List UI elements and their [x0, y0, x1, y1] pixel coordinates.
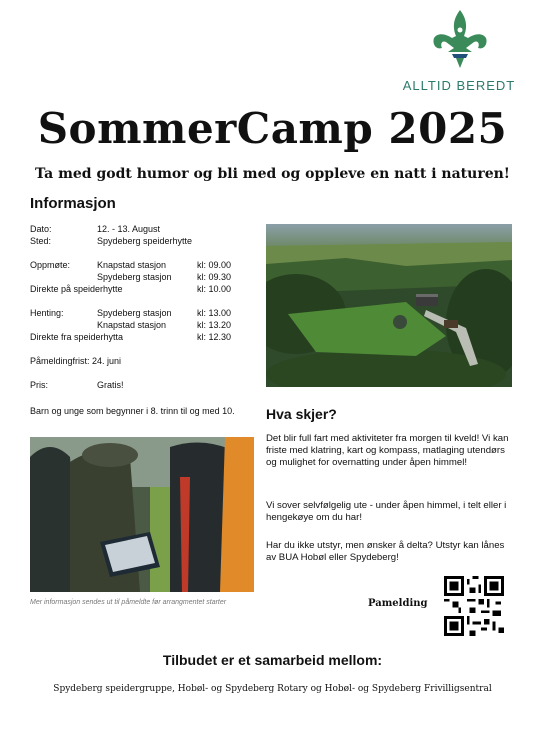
photo-caption: Mer informasjon sendes ut til påmeldte før arrangmentet starter [30, 599, 227, 606]
partners-text: Spydeberg speidergruppe, Hobøl- og Spydeberg Rotary og Hobøl- og Spydeberg Frivilligsentral [53, 684, 492, 694]
sted-label: Sted: [30, 236, 52, 246]
oppmote-time: kl: 09.00 [197, 260, 232, 270]
registration-deadline: Påmeldingfrist: 24. juni [30, 356, 122, 366]
pamelding-label: Pamelding [368, 598, 428, 609]
price-label: Pris: [30, 380, 48, 390]
scout-fleur-de-lis-logo [430, 8, 490, 70]
price-value: Gratis! [97, 380, 124, 390]
oppmote-label: Oppmøte: [30, 260, 71, 270]
scouts-photo [30, 437, 254, 592]
oppmote-place: Knapstad stasjon [97, 260, 167, 270]
oppmote-direct: Direkte på speiderhytte [30, 284, 123, 294]
qr-code-icon[interactable] [444, 576, 504, 636]
hva-paragraph-1: Det blir full fart med aktiviteter fra morgen til kveld! Vi kan friste med klatring, kart og kompass, matlaging utendørs og mulighet for overnatting under åpen himmel! [266, 433, 509, 469]
hva-skjer-heading: Hva skjer? [266, 406, 337, 422]
dato-label: Dato: [30, 224, 52, 234]
subtitle: Ta med godt humor og bli med og oppleve en natt i naturen! [35, 166, 510, 182]
henting-place: Spydeberg stasjon [97, 308, 172, 318]
hva-paragraph-3: Har du ikke utstyr, men ønsker å delta? Utstyr kan lånes av BUA Hobøl eller Spydeberg! [266, 540, 505, 564]
hva-paragraph-2: Vi sover selvfølgelig ute - under åpen himmel, i telt eller i hengekøye om du har! [266, 500, 507, 524]
henting-direct: Direkte fra speiderhytta [30, 332, 124, 342]
henting-time: kl: 13.20 [197, 320, 232, 330]
henting-label: Henting: [30, 308, 64, 318]
aerial-photo [266, 224, 512, 387]
oppmote-direct-time: kl: 10.00 [197, 284, 232, 294]
sted-value: Spydeberg speiderhytte [97, 236, 193, 246]
target-group: Barn og unge som begynner i 8. trinn til og med 10. [30, 406, 235, 416]
henting-time: kl: 13.00 [197, 308, 232, 318]
oppmote-time: kl: 09.30 [197, 272, 232, 282]
henting-place: Knapstad stasjon [97, 320, 167, 330]
oppmote-place: Spydeberg stasjon [97, 272, 172, 282]
motto: ALLTID BEREDT [402, 78, 516, 93]
dato-value: 12. - 13. August [97, 224, 161, 234]
collaboration-heading: Tilbudet er et samarbeid mellom: [162, 652, 383, 668]
page-title: SommerCamp 2025 [37, 104, 508, 153]
info-heading: Informasjon [30, 195, 116, 212]
henting-direct-time: kl: 12.30 [197, 332, 232, 342]
